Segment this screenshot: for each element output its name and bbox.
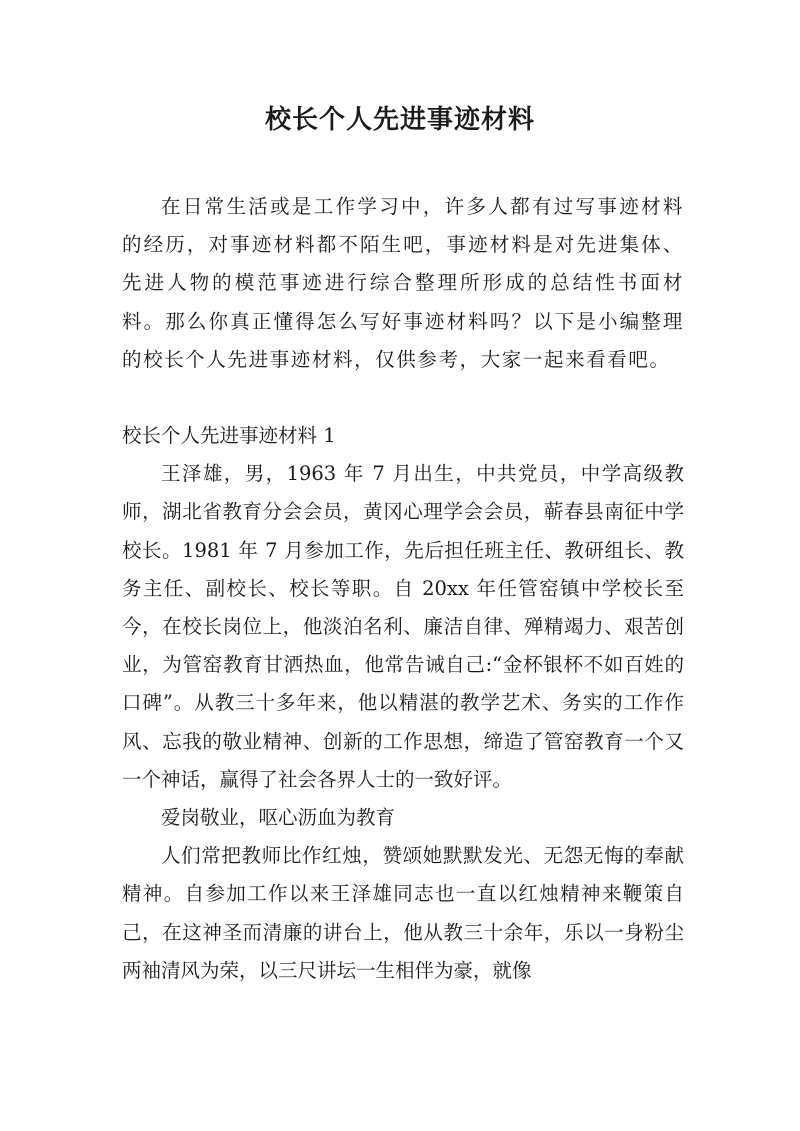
- body-paragraph: 王泽雄，男，1963 年 7 月出生，中共党员，中学高级教师，湖北省教育分会会员，黄冈心理学会会员，蕲春县南征中学校长。1981 年 7 月参加工作，先后担任班主任、教研组长、教务主任、副校长、校长等职。自 20xx 年任管窑镇中学校长至今，在校长岗位上，他淡泊名利、廉洁自律、殚精竭力、艰苦创业，为管窑教育甘洒热血，他常告诫自己:“金杯银杯不如百姓的口碑”。从教三十多年来，他以精湛的教学艺术、务实的工作作风、忘我的敬业精神、创新的工作思想，缔造了管窑教育一个又一个神话，赢得了社会各界人士的一致好评。: [122, 462, 684, 791]
- document-title: 校长个人先进事迹材料: [264, 105, 535, 135]
- intro-paragraph: 在日常生活或是工作学习中，许多人都有过写事迹材料的经历，对事迹材料都不陌生吧，事迹材料是对先进集体、先进人物的模范事迹进行综合整理所形成的总结性书面材料。那么你真正懂得怎么写好事迹材料吗？以下是小编整理的校长个人先进事迹材料，仅供参考，大家一起来看看吧。: [122, 195, 684, 371]
- paragraph-spacer: [122, 379, 684, 417]
- document-body: [122, 188, 684, 990]
- body-paragraph: 人们常把教师比作红烛，赞颂她默默发光、无怨无悔的奉献精神。自参加工作以来王泽雄同志也一直以红烛精神来鞭策自己，在这神圣而清廉的讲台上，他从教三十余年，乐以一身粉尘两袖清风为荣，以三尺讲坛一生相伴为豪，就像: [122, 844, 684, 982]
- section-subheading: 爱岗敬业，呕心沥血为教育: [161, 806, 396, 830]
- section-heading: 校长个人先进事迹材料 1: [122, 424, 336, 448]
